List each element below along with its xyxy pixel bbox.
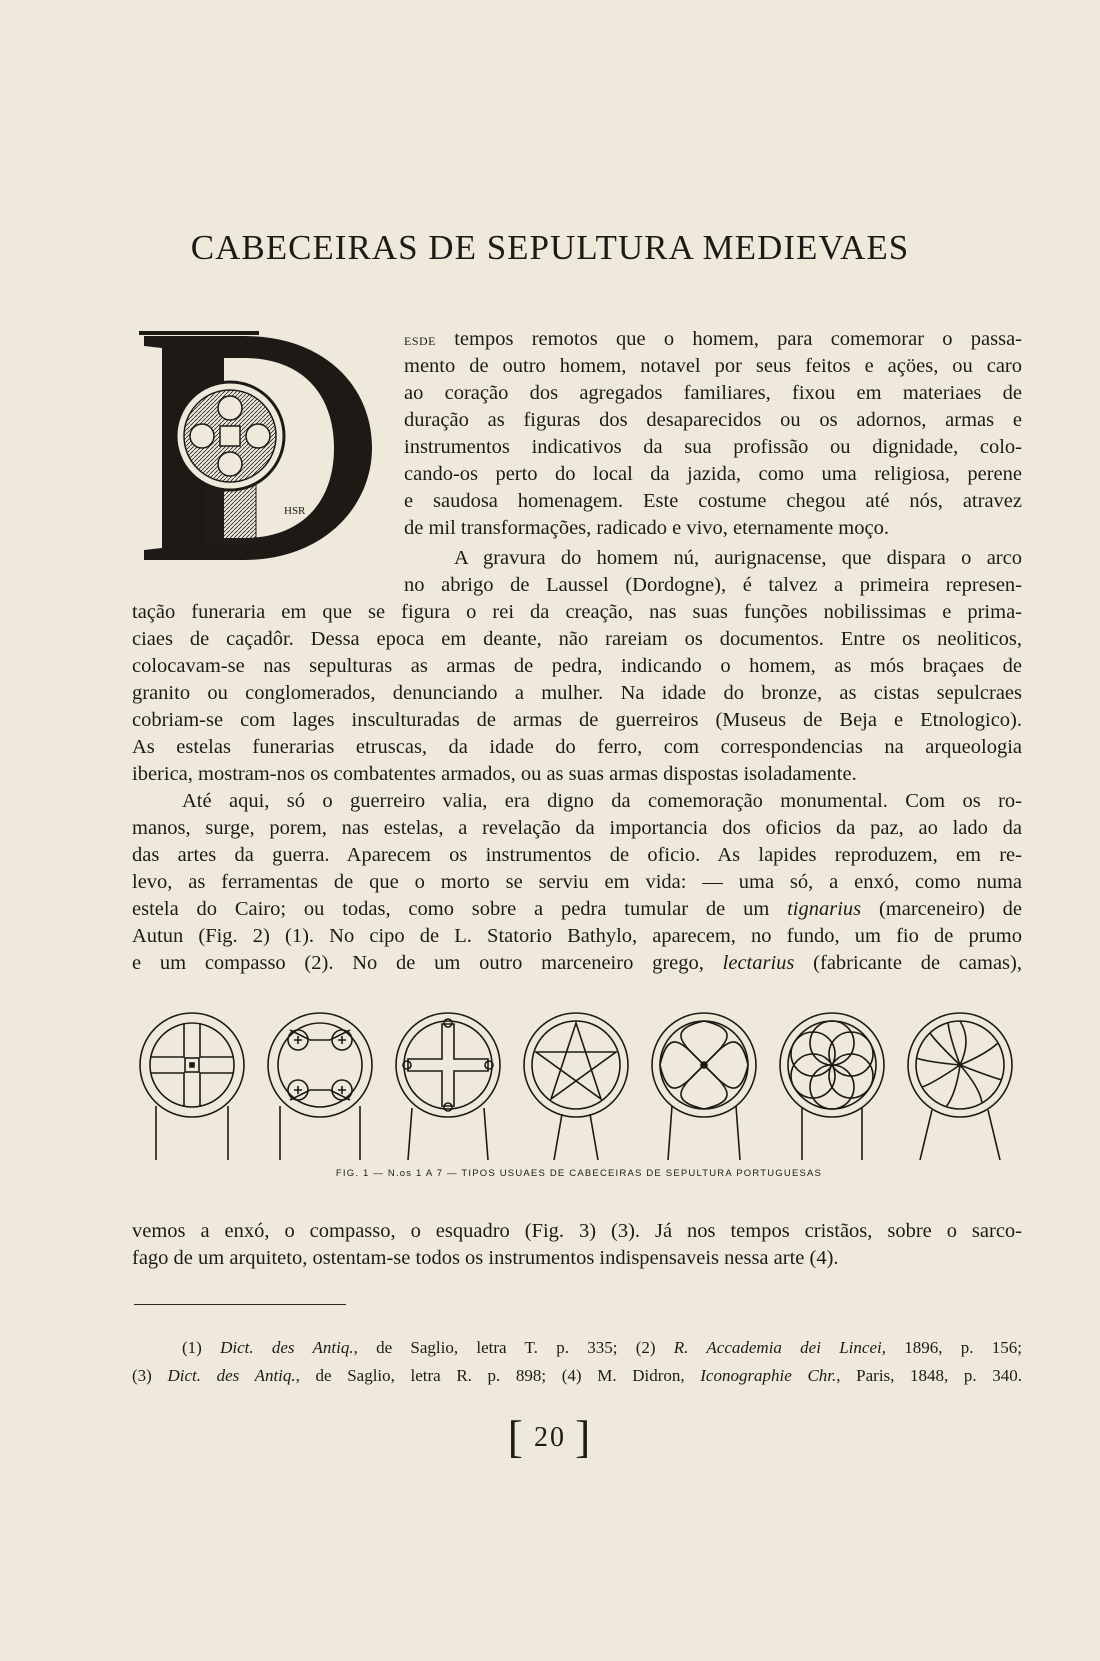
page-title: CABECEIRAS DE SEPULTURA MEDIEVAES — [190, 228, 910, 267]
paragraph-2: tação funeraria em que se figura o rei da creação, nas suas funções nobilissimas e prima- ciaes de caçadôr. Dessa epoca em deante, não rareiam os documentos. Entre os neoliticos, colocavam-se nas sepulturas as armas de pedra, indicando o homem, as mós braçaes de granito ou conglomerados, denunciando a mulher. Na idade do bronze, as cistas sepulcraes cobriam-se com lages insculturadas de armas de guerreiros (Museus de Beja e Etnologico). As estelas funerarias etruscas, da idade do ferro, com correspondencias na arqueologia iberica, mostram-nos os combatentes armados, ou as suas armas dispostas isoladamente. — [132, 601, 1022, 785]
tombstone-type-2 — [268, 1013, 372, 1160]
paragraph-2-start: A gravura do homem nú, aurignacense, que dispara o arco no abrigo de Laussel (Dordogne), é talvez a primeira represen- — [404, 547, 1022, 596]
tombstone-types-figure — [134, 1010, 1024, 1160]
figure-caption: FIG. 1 — N.os 1 A 7 — TIPOS USUAES DE CABECEIRAS DE SEPULTURA PORTUGUESAS — [335, 1168, 823, 1179]
decorated-initial-d — [134, 326, 380, 570]
tombstone-type-3 — [396, 1013, 500, 1160]
footnote-rule — [134, 1304, 346, 1305]
tombstone-type-7 — [908, 1013, 1012, 1160]
tombstone-type-5 — [652, 1013, 756, 1160]
svg-text:HSR: HSR — [284, 505, 306, 517]
paragraph-3: Até aqui, só o guerreiro valia, era digno da comemoração monumental. Com os ro- manos, surge, porem, nas estelas, a revelação da importancia dos oficios da paz, ao lado da das artes da guerra. Aparecem os instrumentos de oficio. As lapides reproduzem, em re- levo, as ferramentas de que o morto se serviu em vida: — uma só, a enxó, como numa estela do Cairo; ou todas, como sobre a pedra tumular de um tignarius (marceneiro) de Autun (Fig. 2) (1). No cipo de L. Statorio Bathylo, aparecem, no fundo, um fio de prumo e um compasso (2). No de um outro marceneiro grego, lectarius (fabricante de camas), — [132, 790, 1022, 974]
tombstone-type-4 — [524, 1013, 628, 1160]
paragraph-1: esde tempos remotos que o homem, para comemorar o passa- mento de outro homem, notavel por seus feitos e açöes, ou caro ao coração dos agregados familiares, fixou em materiaes de duração as figuras dos desaparecidos ou os adornos, armas e instrumentos indicativos da sua profissão ou dignidade, colo- cando-os perto do local da jazida, como uma religiosa, perene e saudosa homenagem. Este costume chegou até nós, atravez de mil transformações, radicado e vivo, eternamente moço. — [404, 328, 1022, 539]
tombstone-type-1 — [140, 1013, 244, 1160]
tombstone-type-6 — [780, 1013, 884, 1160]
footnotes: (1) Dict. des Antiq., de Saglio, letra T. p. 335; (2) R. Accademia dei Lincei, 1896, p. 156; (3) Dict. des Antiq., de Saglio, letra R. p. 898; (4) M. Didron, Iconographie Chr., Paris, 1848, p. 340. — [132, 1338, 1023, 1385]
page-number: [ 20 ] — [507, 1411, 593, 1462]
paragraph-4: vemos a enxó, o compasso, o esquadro (Fig. 3) (3). Já nos tempos cristãos, sobre o sarco- fago de um arquiteto, ostentam-se todos os instrumentos indispensaveis nessa arte (4). — [132, 1220, 1022, 1269]
